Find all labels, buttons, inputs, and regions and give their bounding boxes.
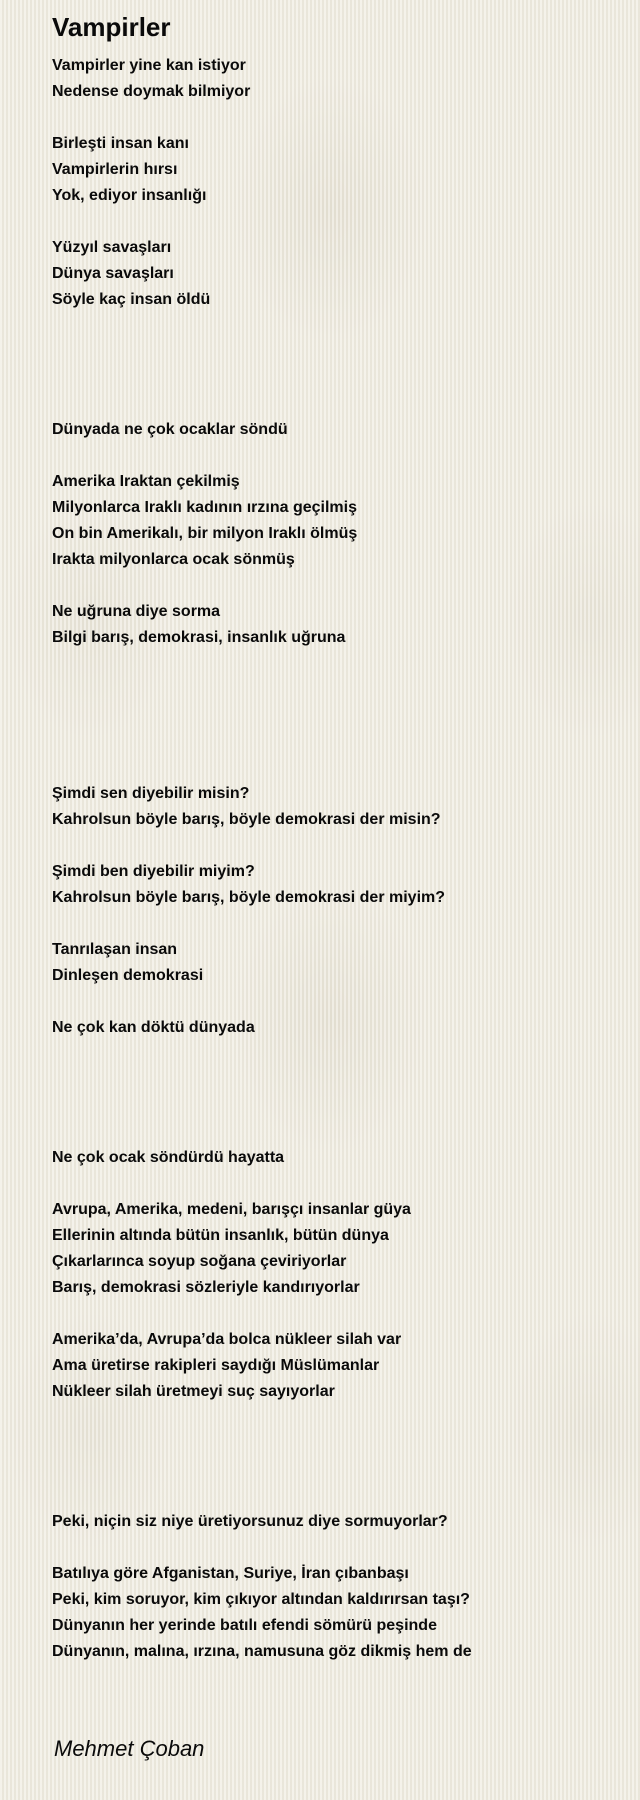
poem-line: Şimdi ben diyebilir miyim? (52, 863, 255, 880)
poem-line: Ne çok kan döktü dünyada (52, 1019, 255, 1036)
poem-line: Kahrolsun böyle barış, böyle demokrasi der misin? (52, 811, 441, 828)
stanza-break (52, 391, 612, 417)
poem-line: Nedense doymak bilmiyor (52, 83, 251, 100)
poem-line: Dinleşen demokrasi (52, 967, 204, 984)
poem-line: Ama üretirse rakipleri saydığı Müslümanlar (52, 1357, 380, 1374)
poem-line: Şimdi sen diyebilir misin? (52, 785, 250, 802)
poem-line: Barış, demokrasi sözleriyle kandırıyorlar (52, 1279, 360, 1296)
poem-line: Tanrılaşan insan (52, 941, 178, 958)
poem-line: Amerika Iraktan çekilmiş (52, 473, 240, 490)
poem-line: Ne çok ocak söndürdü hayatta (52, 1149, 285, 1166)
stanza-break (52, 833, 612, 859)
stanza-break (52, 443, 612, 469)
stanza-break (52, 989, 612, 1015)
stanza-break (52, 105, 612, 131)
poem-author: Mehmet Çoban (54, 1736, 205, 1761)
poem-line: Dünya savaşları (52, 265, 174, 282)
stanza-break (52, 1535, 612, 1561)
poem-line: Kahrolsun böyle barış, böyle demokrasi der miyim? (52, 889, 446, 906)
poem-line: Avrupa, Amerika, medeni, barışçı insanlar güya (52, 1201, 411, 1218)
poem-line: Milyonlarca Iraklı kadının ırzına geçilmiş (52, 499, 357, 516)
stanza-break (52, 1405, 612, 1431)
stanza-break (52, 911, 612, 937)
poem-line: Batılıya göre Afganistan, Suriye, İran çıbanbaşı (52, 1565, 409, 1582)
poem-line: Dünyada ne çok ocaklar söndü (52, 421, 288, 438)
stanza-break (52, 755, 612, 781)
stanza-break (52, 651, 612, 677)
poem-line: Amerika’da, Avrupa’da bolca nükleer silah var (52, 1331, 402, 1348)
poem-line: Ne uğruna diye sorma (52, 603, 221, 620)
stanza-break (52, 1457, 612, 1483)
stanza-break (52, 729, 612, 755)
stanza-break (52, 573, 612, 599)
stanza-break (52, 1041, 612, 1067)
poem-line: Irakta milyonlarca ocak sönmüş (52, 551, 295, 568)
stanza-break (52, 313, 612, 339)
stanza-break (52, 1483, 612, 1509)
stanza-break (52, 209, 612, 235)
poem-line: Söyle kaç insan öldü (52, 291, 211, 308)
stanza-break (52, 1171, 612, 1197)
stanza-break (52, 703, 612, 729)
stanza-break (52, 1431, 612, 1457)
poem-line: Yüzyıl savaşları (52, 239, 172, 256)
stanza-break (52, 677, 612, 703)
poem-line: Birleşti insan kanı (52, 135, 189, 152)
poem-line: Yok, ediyor insanlığı (52, 187, 207, 204)
stanza-break (52, 1067, 612, 1093)
poem-line: Çıkarlarınca soyup soğana çeviriyorlar (52, 1253, 347, 1270)
poem-line: Dünyanın her yerinde batılı efendi sömürü peşinde (52, 1617, 437, 1634)
poem-line: Nükleer silah üretmeyi suç sayıyorlar (52, 1383, 335, 1400)
stanza-break (52, 1119, 612, 1145)
poem-title: Vampirler (52, 12, 171, 42)
poem-line: Peki, kim soruyor, kim çıkıyor altından kaldırırsan taşı? (52, 1591, 470, 1608)
poem-line: Vampirler yine kan istiyor (52, 57, 246, 74)
stanza-break (52, 1301, 612, 1327)
stanza-break (52, 365, 612, 391)
poem-line: Vampirlerin hırsı (52, 161, 178, 178)
poem-container (52, 10, 612, 1665)
poem-line: Peki, niçin siz niye üretiyorsunuz diye sormuyorlar? (52, 1513, 448, 1530)
poem-line: Ellerinin altında bütün insanlık, bütün dünya (52, 1227, 389, 1244)
poem-line: Bilgi barış, demokrasi, insanlık uğruna (52, 629, 346, 646)
poem-line: Dünyanın, malına, ırzına, namusuna göz dikmiş hem de (52, 1643, 472, 1660)
stanza-break (52, 339, 612, 365)
poem-body (52, 53, 612, 1665)
poem-line: On bin Amerikalı, bir milyon Iraklı ölmüş (52, 525, 358, 542)
stanza-break (52, 1093, 612, 1119)
